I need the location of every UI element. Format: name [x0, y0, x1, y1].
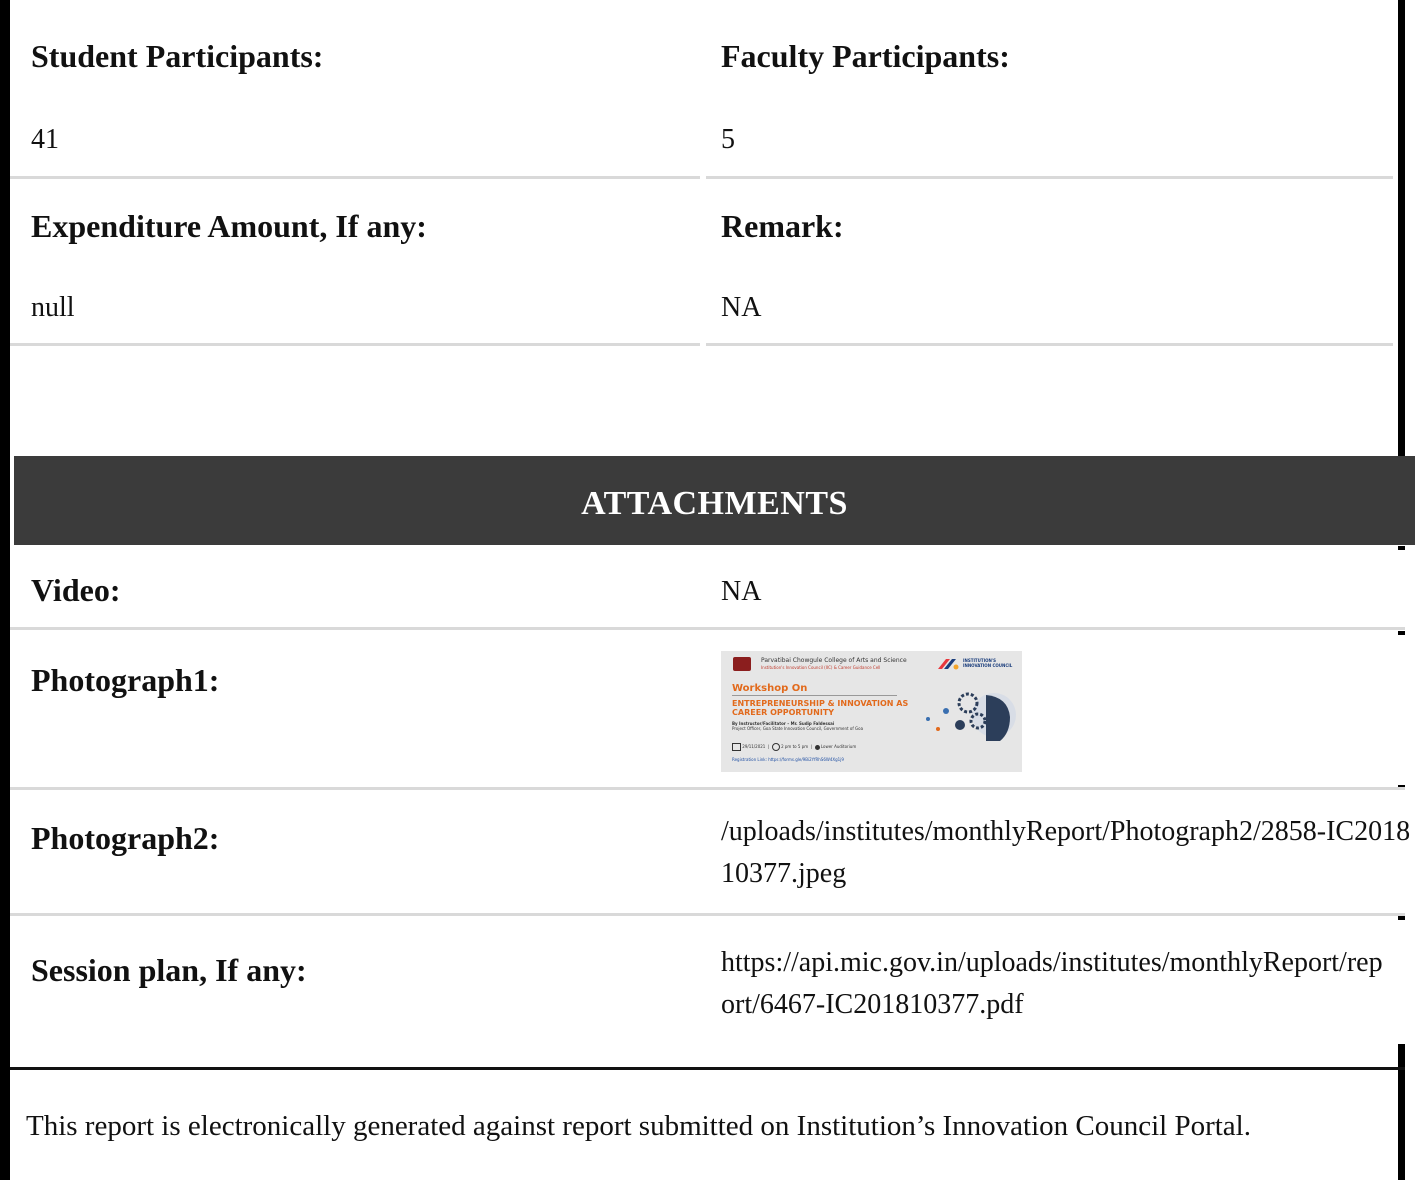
poster-title: ENTREPRENEURSHIP & INNOVATION AS CAREER OPPORTUNITY	[732, 699, 909, 717]
poster-divider	[732, 695, 897, 696]
poster-workshop-label: Workshop On	[732, 683, 808, 694]
expenditure-value: null	[31, 292, 75, 323]
row-divider	[10, 913, 1405, 916]
faculty-participants-label: Faculty Participants:	[721, 38, 1010, 74]
student-participants-label: Student Participants:	[31, 38, 324, 74]
faculty-participants-value: 5	[721, 124, 735, 155]
poster-college-sub: Institution's Innovation Council (IIC) & Career Guidance Cell	[761, 665, 881, 670]
poster-instructor-name: By Instructor/Facilitator – Mr. Sudip Faldessai	[732, 721, 835, 726]
border-tick	[1398, 631, 1405, 635]
photograph1-label: Photograph1:	[31, 662, 220, 698]
poster-meta: 29/11/2021 | 2 pm to 5 pm | Lower Auditorium	[732, 743, 856, 751]
poster-instructor-role: Project Officer, Goa State Innovation Council, Government of Goa	[732, 726, 864, 731]
row-divider	[10, 787, 1405, 790]
gears-head-illustration-icon	[916, 681, 1016, 751]
row-divider	[10, 343, 700, 346]
row-divider	[706, 343, 1393, 346]
remark-value: NA	[721, 292, 762, 323]
college-logo	[733, 657, 751, 671]
border-tick	[1398, 916, 1405, 920]
calendar-icon	[732, 743, 741, 751]
row-divider	[10, 627, 1405, 630]
right-border-footer	[1398, 1044, 1405, 1180]
expenditure-label: Expenditure Amount, If any:	[31, 208, 427, 244]
right-border	[1398, 0, 1405, 456]
poster-registration: Registration Link: https://forms.gle/9Bi2YfRhS6W4Xg1j9	[732, 757, 844, 762]
student-participants-value: 41	[31, 124, 59, 155]
poster-date: 29/11/2021	[742, 744, 766, 749]
footer-divider	[10, 1067, 1405, 1070]
poster-instructor	[732, 721, 863, 731]
left-border	[0, 0, 10, 1180]
video-value: NA	[721, 576, 762, 607]
border-tick	[1398, 546, 1405, 550]
iic-logo-icon	[936, 657, 960, 671]
remark-label: Remark:	[721, 208, 844, 244]
session-plan-link[interactable]: https://api.mic.gov.in/uploads/institutes/monthlyReport/report/6467-IC201810377.pdf	[721, 947, 1383, 1020]
poster-time: 2 pm to 5 pm	[781, 744, 809, 749]
poster-iic-brand: INSTITUTION'S INNOVATION COUNCIL	[963, 658, 1013, 668]
row-divider	[706, 176, 1393, 179]
poster-venue: Lower Auditorium	[820, 744, 857, 749]
attachments-heading: ATTACHMENTS	[14, 456, 1415, 545]
photograph1-thumbnail[interactable]	[721, 651, 1022, 772]
photograph2-label: Photograph2:	[31, 820, 220, 856]
footer-note: This report is electronically generated against report submitted on Institution’s Innovation Council Portal.	[26, 1110, 1251, 1142]
clock-icon	[772, 743, 780, 751]
photograph2-link[interactable]: /uploads/institutes/monthlyReport/Photograph2/2858-IC201810377.jpeg	[721, 816, 1411, 889]
row-divider	[10, 176, 700, 179]
location-icon	[815, 745, 820, 750]
poster-college-name: Parvatibai Chowgule College of Arts and Science	[761, 657, 907, 664]
video-label: Video:	[31, 572, 121, 608]
session-plan-label: Session plan, If any:	[31, 952, 307, 988]
